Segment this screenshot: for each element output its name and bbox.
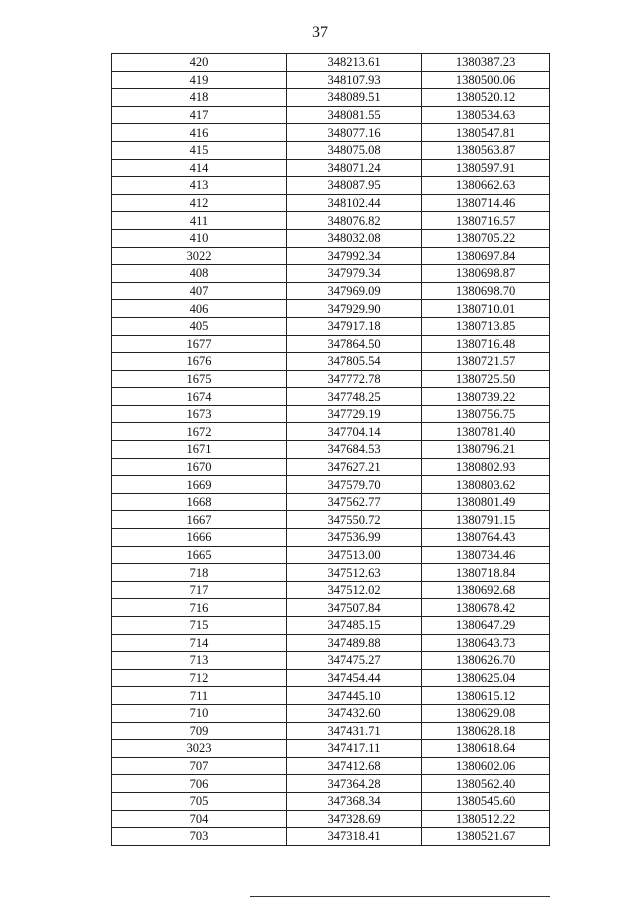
table-row [112,247,550,265]
y-coordinate-cell: 1380692.68 [422,581,550,599]
x-coordinate-cell: 348081.55 [287,106,422,124]
y-coordinate-cell: 1380618.64 [422,740,550,758]
table-row [112,141,550,159]
y-coordinate-cell: 1380387.23 [422,54,550,72]
y-coordinate-cell: 1380563.87 [422,141,550,159]
x-coordinate-cell: 347368.34 [287,792,422,810]
x-coordinate-cell: 347729.19 [287,405,422,423]
point-number-cell: 1676 [112,353,287,371]
table-row [112,54,550,72]
point-number-cell: 711 [112,687,287,705]
x-coordinate-cell: 347704.14 [287,423,422,441]
point-number-cell: 419 [112,71,287,89]
y-coordinate-cell: 1380734.46 [422,546,550,564]
point-number-cell: 1667 [112,511,287,529]
x-coordinate-cell: 347562.77 [287,493,422,511]
y-coordinate-cell: 1380802.93 [422,458,550,476]
x-coordinate-cell: 348107.93 [287,71,422,89]
y-coordinate-cell: 1380705.22 [422,229,550,247]
point-number-cell: 1670 [112,458,287,476]
point-number-cell: 1674 [112,388,287,406]
point-number-cell: 704 [112,810,287,828]
y-coordinate-cell: 1380725.50 [422,370,550,388]
x-coordinate-cell: 348071.24 [287,159,422,177]
point-number-cell: 405 [112,317,287,335]
bottom-rule [250,896,550,897]
x-coordinate-cell: 348087.95 [287,177,422,195]
table-row [112,757,550,775]
table-row [112,71,550,89]
x-coordinate-cell: 347579.70 [287,476,422,494]
point-number-cell: 713 [112,652,287,670]
table-row [112,405,550,423]
table-row [112,159,550,177]
y-coordinate-cell: 1380520.12 [422,89,550,107]
y-coordinate-cell: 1380625.04 [422,669,550,687]
point-number-cell: 718 [112,564,287,582]
coordinates-table-body [112,54,550,846]
y-coordinate-cell: 1380791.15 [422,511,550,529]
x-coordinate-cell: 347512.02 [287,581,422,599]
y-coordinate-cell: 1380647.29 [422,617,550,635]
x-coordinate-cell: 347748.25 [287,388,422,406]
point-number-cell: 418 [112,89,287,107]
table-row [112,124,550,142]
y-coordinate-cell: 1380629.08 [422,704,550,722]
x-coordinate-cell: 347432.60 [287,704,422,722]
point-number-cell: 412 [112,194,287,212]
table-row [112,652,550,670]
point-number-cell: 1671 [112,441,287,459]
point-number-cell: 1669 [112,476,287,494]
y-coordinate-cell: 1380764.43 [422,529,550,547]
y-coordinate-cell: 1380713.85 [422,317,550,335]
table-row [112,441,550,459]
y-coordinate-cell: 1380739.22 [422,388,550,406]
point-number-cell: 413 [112,177,287,195]
x-coordinate-cell: 347512.63 [287,564,422,582]
y-coordinate-cell: 1380796.21 [422,441,550,459]
y-coordinate-cell: 1380714.46 [422,194,550,212]
x-coordinate-cell: 347684.53 [287,441,422,459]
point-number-cell: 420 [112,54,287,72]
table-row [112,511,550,529]
x-coordinate-cell: 348102.44 [287,194,422,212]
table-row [112,194,550,212]
y-coordinate-cell: 1380781.40 [422,423,550,441]
table-row [112,792,550,810]
table-row [112,687,550,705]
table-row [112,388,550,406]
table-row [112,476,550,494]
point-number-cell: 411 [112,212,287,230]
point-number-cell: 1675 [112,370,287,388]
x-coordinate-cell: 347929.90 [287,300,422,318]
point-number-cell: 715 [112,617,287,635]
point-number-cell: 703 [112,828,287,846]
x-coordinate-cell: 347536.99 [287,529,422,547]
table-row [112,546,550,564]
x-coordinate-cell: 347917.18 [287,317,422,335]
x-coordinate-cell: 348075.08 [287,141,422,159]
x-coordinate-cell: 347864.50 [287,335,422,353]
table-row [112,353,550,371]
point-number-cell: 410 [112,229,287,247]
x-coordinate-cell: 347328.69 [287,810,422,828]
table-row [112,370,550,388]
table-row [112,564,550,582]
y-coordinate-cell: 1380626.70 [422,652,550,670]
x-coordinate-cell: 348076.82 [287,212,422,230]
point-number-cell: 408 [112,265,287,283]
y-coordinate-cell: 1380716.48 [422,335,550,353]
y-coordinate-cell: 1380710.01 [422,300,550,318]
x-coordinate-cell: 347489.88 [287,634,422,652]
x-coordinate-cell: 347318.41 [287,828,422,846]
table-row [112,106,550,124]
y-coordinate-cell: 1380628.18 [422,722,550,740]
table-row [112,89,550,107]
y-coordinate-cell: 1380562.40 [422,775,550,793]
point-number-cell: 716 [112,599,287,617]
table-row [112,493,550,511]
point-number-cell: 3022 [112,247,287,265]
table-row [112,458,550,476]
x-coordinate-cell: 347454.44 [287,669,422,687]
point-number-cell: 1677 [112,335,287,353]
x-coordinate-cell: 347412.68 [287,757,422,775]
point-number-cell: 710 [112,704,287,722]
point-number-cell: 707 [112,757,287,775]
table-row [112,282,550,300]
point-number-cell: 1672 [112,423,287,441]
y-coordinate-cell: 1380801.49 [422,493,550,511]
table-row [112,529,550,547]
table-row [112,229,550,247]
point-number-cell: 406 [112,300,287,318]
point-number-cell: 3023 [112,740,287,758]
y-coordinate-cell: 1380698.87 [422,265,550,283]
y-coordinate-cell: 1380615.12 [422,687,550,705]
point-number-cell: 712 [112,669,287,687]
point-number-cell: 705 [112,792,287,810]
point-number-cell: 416 [112,124,287,142]
table-row [112,634,550,652]
x-coordinate-cell: 347475.27 [287,652,422,670]
point-number-cell: 1673 [112,405,287,423]
y-coordinate-cell: 1380602.06 [422,757,550,775]
x-coordinate-cell: 348032.08 [287,229,422,247]
table-row [112,722,550,740]
table-row [112,704,550,722]
point-number-cell: 714 [112,634,287,652]
x-coordinate-cell: 347979.34 [287,265,422,283]
x-coordinate-cell: 347772.78 [287,370,422,388]
y-coordinate-cell: 1380662.63 [422,177,550,195]
table-row [112,810,550,828]
table-row [112,212,550,230]
x-coordinate-cell: 348213.61 [287,54,422,72]
page-number: 37 [312,24,328,41]
y-coordinate-cell: 1380545.60 [422,792,550,810]
point-number-cell: 1668 [112,493,287,511]
table-row [112,300,550,318]
point-number-cell: 414 [112,159,287,177]
point-number-cell: 1666 [112,529,287,547]
table-row [112,335,550,353]
x-coordinate-cell: 347485.15 [287,617,422,635]
table-row [112,423,550,441]
table-row [112,775,550,793]
x-coordinate-cell: 347507.84 [287,599,422,617]
point-number-cell: 417 [112,106,287,124]
y-coordinate-cell: 1380716.57 [422,212,550,230]
table-row [112,581,550,599]
x-coordinate-cell: 347513.00 [287,546,422,564]
y-coordinate-cell: 1380547.81 [422,124,550,142]
point-number-cell: 1665 [112,546,287,564]
x-coordinate-cell: 347805.54 [287,353,422,371]
x-coordinate-cell: 348077.16 [287,124,422,142]
table-row [112,177,550,195]
x-coordinate-cell: 347417.11 [287,740,422,758]
x-coordinate-cell: 347550.72 [287,511,422,529]
y-coordinate-cell: 1380678.42 [422,599,550,617]
x-coordinate-cell: 348089.51 [287,89,422,107]
y-coordinate-cell: 1380718.84 [422,564,550,582]
y-coordinate-cell: 1380500.06 [422,71,550,89]
x-coordinate-cell: 347364.28 [287,775,422,793]
x-coordinate-cell: 347969.09 [287,282,422,300]
y-coordinate-cell: 1380597.91 [422,159,550,177]
table-row [112,669,550,687]
point-number-cell: 706 [112,775,287,793]
x-coordinate-cell: 347627.21 [287,458,422,476]
table-row [112,828,550,846]
y-coordinate-cell: 1380803.62 [422,476,550,494]
x-coordinate-cell: 347431.71 [287,722,422,740]
table-row [112,617,550,635]
point-number-cell: 717 [112,581,287,599]
point-number-cell: 709 [112,722,287,740]
table-row [112,265,550,283]
y-coordinate-cell: 1380534.63 [422,106,550,124]
table-row [112,317,550,335]
y-coordinate-cell: 1380698.70 [422,282,550,300]
x-coordinate-cell: 347992.34 [287,247,422,265]
coordinates-table [111,53,550,846]
y-coordinate-cell: 1380521.67 [422,828,550,846]
y-coordinate-cell: 1380697.84 [422,247,550,265]
table-row [112,599,550,617]
point-number-cell: 407 [112,282,287,300]
x-coordinate-cell: 347445.10 [287,687,422,705]
y-coordinate-cell: 1380643.73 [422,634,550,652]
y-coordinate-cell: 1380756.75 [422,405,550,423]
y-coordinate-cell: 1380721.57 [422,353,550,371]
table-row [112,740,550,758]
point-number-cell: 415 [112,141,287,159]
y-coordinate-cell: 1380512.22 [422,810,550,828]
